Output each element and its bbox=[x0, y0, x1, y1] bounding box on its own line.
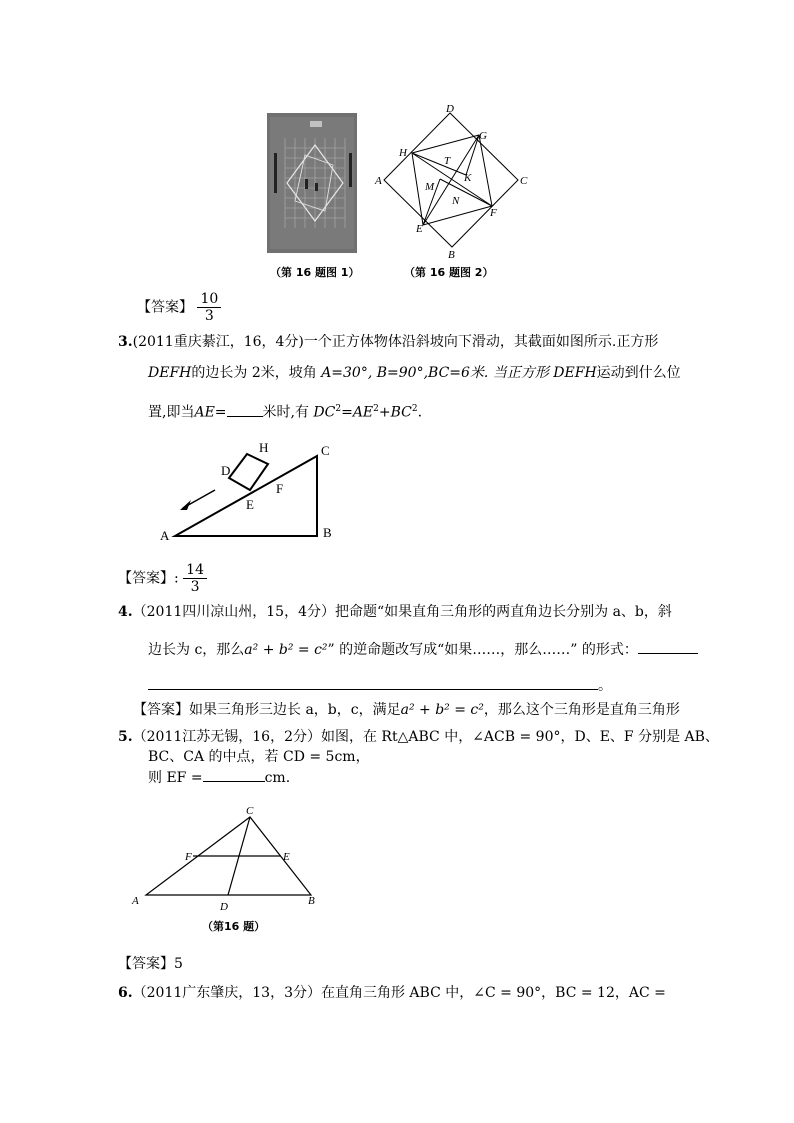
label-E: E bbox=[416, 223, 423, 235]
answer-fraction: $\frac{10}{3}$ bbox=[197, 291, 221, 324]
figure-16-caption-2: （第 16 题图 2） bbox=[404, 266, 494, 279]
question-5-line-2: BC、CA 的中点，若 CD = 5cm， bbox=[148, 749, 370, 765]
answer-label: 【答案】: bbox=[118, 570, 179, 587]
label-B: B bbox=[323, 525, 332, 540]
label-D: D bbox=[220, 901, 228, 911]
label-H: H bbox=[259, 440, 269, 455]
slope-figure bbox=[155, 436, 345, 548]
label-G: G bbox=[479, 130, 487, 142]
figure-16-caption-1: （第 16 题图 1） bbox=[270, 266, 360, 279]
answer-blank bbox=[148, 689, 598, 690]
label-B: B bbox=[308, 895, 315, 907]
answer-label: 【答案】 bbox=[118, 956, 174, 972]
label-A: A bbox=[132, 895, 139, 907]
label-A: A bbox=[160, 528, 170, 543]
triangle-figure bbox=[126, 803, 326, 911]
answer-3 bbox=[118, 562, 207, 595]
answer-5: 【答案】5 bbox=[118, 956, 183, 972]
answer-label: 【答案】 bbox=[137, 299, 193, 316]
question-4-line-1: 4.（2011四川凉山州，15，4分）把命题“如果直角三角形的两直角边长分别为 a、b，斜 bbox=[118, 604, 672, 620]
label-F: F bbox=[490, 207, 497, 219]
label-C: C bbox=[321, 443, 330, 458]
answer-label: 【答案】 bbox=[133, 702, 189, 718]
label-T: T bbox=[444, 155, 451, 167]
label-C: C bbox=[520, 175, 528, 187]
label-K: K bbox=[464, 172, 472, 184]
question-3-line-2: DEFH的边长为 2米，坡角 A=30°, B=90°,BC=6米. 当正方形 DEFH运动到什么位 bbox=[148, 365, 681, 381]
label-E: E bbox=[246, 497, 254, 512]
label-C: C bbox=[246, 805, 254, 817]
question-5-line-3: 则 EF = cm. bbox=[148, 770, 291, 786]
label-F: F bbox=[185, 851, 192, 863]
label-M: M bbox=[425, 181, 435, 193]
label-N: N bbox=[452, 195, 460, 207]
label-F: F bbox=[276, 481, 284, 496]
question-3-line-1: 3.(2011重庆綦江，16，4分)一个正方体物体沿斜坡向下滑动，其截面如图所示.正方形 bbox=[118, 334, 659, 350]
answer-blank bbox=[227, 416, 263, 417]
label-A: A bbox=[375, 175, 382, 187]
question-4-line-2: 边长为 c，那么a² + b² = c²” 的逆命题改写成“如果……，那么……” 的形式： bbox=[148, 640, 698, 660]
label-D: D bbox=[221, 463, 231, 478]
answer-4: 【答案】如果三角形三边长 a，b，c，满足a² + b² = c²，那么这个三角形是直角三角形 bbox=[133, 702, 680, 718]
question-3-line-3: 置,即当AE= 米时,有 $DC^2=AE^2+BC^2$. bbox=[148, 404, 423, 421]
answer-fraction: $\frac{14}{3}$ bbox=[183, 562, 207, 595]
label-D: D bbox=[446, 103, 454, 115]
question-4-line-3: 。 bbox=[148, 676, 612, 696]
answer-2 bbox=[137, 291, 221, 324]
figure-16-photo bbox=[267, 113, 357, 253]
label-H: H bbox=[399, 147, 407, 159]
question-6-line-1: 6.（2011广东肇庆，13，3分）在直角三角形 ABC 中，∠C = 90°，BC = 12，AC = bbox=[118, 985, 666, 1001]
figure-16-diagram bbox=[372, 100, 532, 260]
question-5-line-1: 5.（2011江苏无锡，16，2分）如图，在 Rt△ABC 中，∠ACB = 90°，D、E、F 分别是 AB、 bbox=[118, 729, 719, 745]
answer-blank bbox=[638, 653, 698, 654]
answer-blank bbox=[203, 781, 265, 782]
label-B: B bbox=[448, 249, 455, 260]
figure-caption: （第16 题） bbox=[202, 920, 266, 933]
label-E: E bbox=[283, 851, 290, 863]
